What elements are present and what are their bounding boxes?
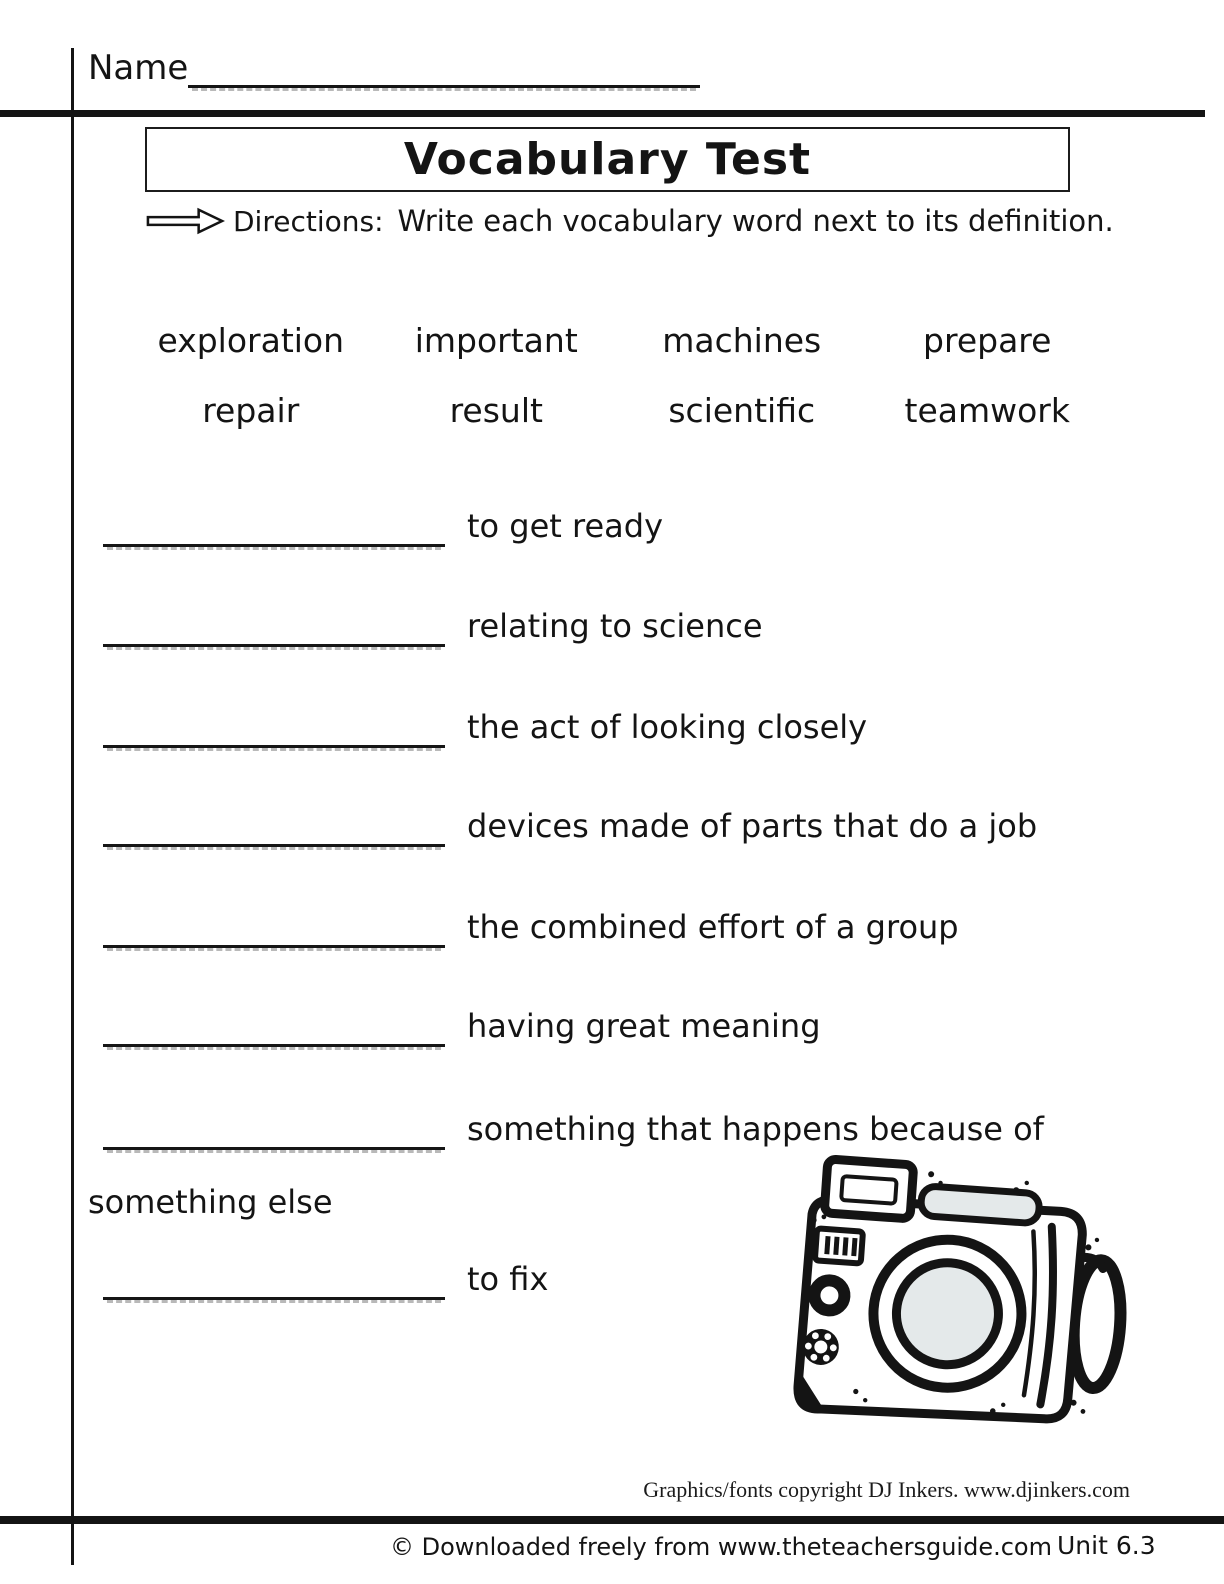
definition-text: something that happens because of	[467, 1110, 1044, 1148]
footer-divider-line	[0, 1516, 1224, 1524]
definition-text: having great meaning	[467, 1007, 821, 1045]
directions-row	[145, 204, 1114, 238]
word-bank	[128, 322, 1110, 430]
left-margin-line	[71, 48, 74, 1565]
graphics-credit-text: Graphics/fonts copyright DJ Inkers. www.djinkers.com	[643, 1477, 1130, 1502]
title-box	[145, 127, 1070, 192]
name-blank-line	[188, 54, 700, 88]
directions-label: Directions:	[233, 204, 384, 238]
word-bank-item: scientific	[668, 391, 816, 430]
name-row	[88, 48, 700, 88]
definition-text-wrap: something else	[88, 1183, 333, 1221]
question-row	[103, 601, 763, 647]
unit-label: Unit 6.3	[1057, 1531, 1156, 1560]
question-row	[103, 801, 1037, 847]
answer-blank-line	[103, 908, 445, 948]
footer-source-text: © Downloaded freely from www.theteachersguide.com	[390, 1533, 1052, 1561]
name-label: Name	[88, 48, 189, 88]
answer-blank-line	[103, 507, 445, 547]
question-row	[103, 501, 663, 547]
question-row	[103, 1254, 548, 1300]
camera-illustration	[762, 1146, 1148, 1448]
question-row	[103, 902, 959, 948]
header-divider-line	[0, 110, 1205, 117]
answer-blank-line	[103, 807, 445, 847]
right-arrow-icon	[145, 206, 225, 236]
definition-text: the act of looking closely	[467, 708, 868, 746]
word-bank-item: prepare	[923, 321, 1052, 360]
question-row	[103, 1001, 821, 1047]
answer-blank-line	[103, 708, 445, 748]
page-title: Vocabulary Test	[403, 134, 812, 185]
answer-blank-line	[103, 607, 445, 647]
answer-blank-line	[103, 1007, 445, 1047]
definition-text: relating to science	[467, 607, 763, 645]
word-bank-item: machines	[662, 321, 822, 360]
answer-blank-line	[103, 1260, 445, 1300]
definition-text: devices made of parts that do a job	[467, 807, 1038, 845]
word-bank-item: teamwork	[904, 391, 1070, 430]
directions-text: Write each vocabulary word next to its definition.	[397, 204, 1114, 238]
definition-text: the combined effort of a group	[467, 908, 959, 946]
word-bank-item: result	[449, 391, 543, 430]
answer-blank-line	[103, 1110, 445, 1150]
word-bank-item: repair	[202, 391, 300, 430]
word-bank-item: important	[414, 321, 578, 360]
question-row	[103, 702, 867, 748]
word-bank-item: exploration	[157, 321, 345, 360]
definition-text: to get ready	[467, 507, 664, 545]
definition-text: to fix	[467, 1260, 549, 1298]
question-row	[103, 1104, 1044, 1150]
